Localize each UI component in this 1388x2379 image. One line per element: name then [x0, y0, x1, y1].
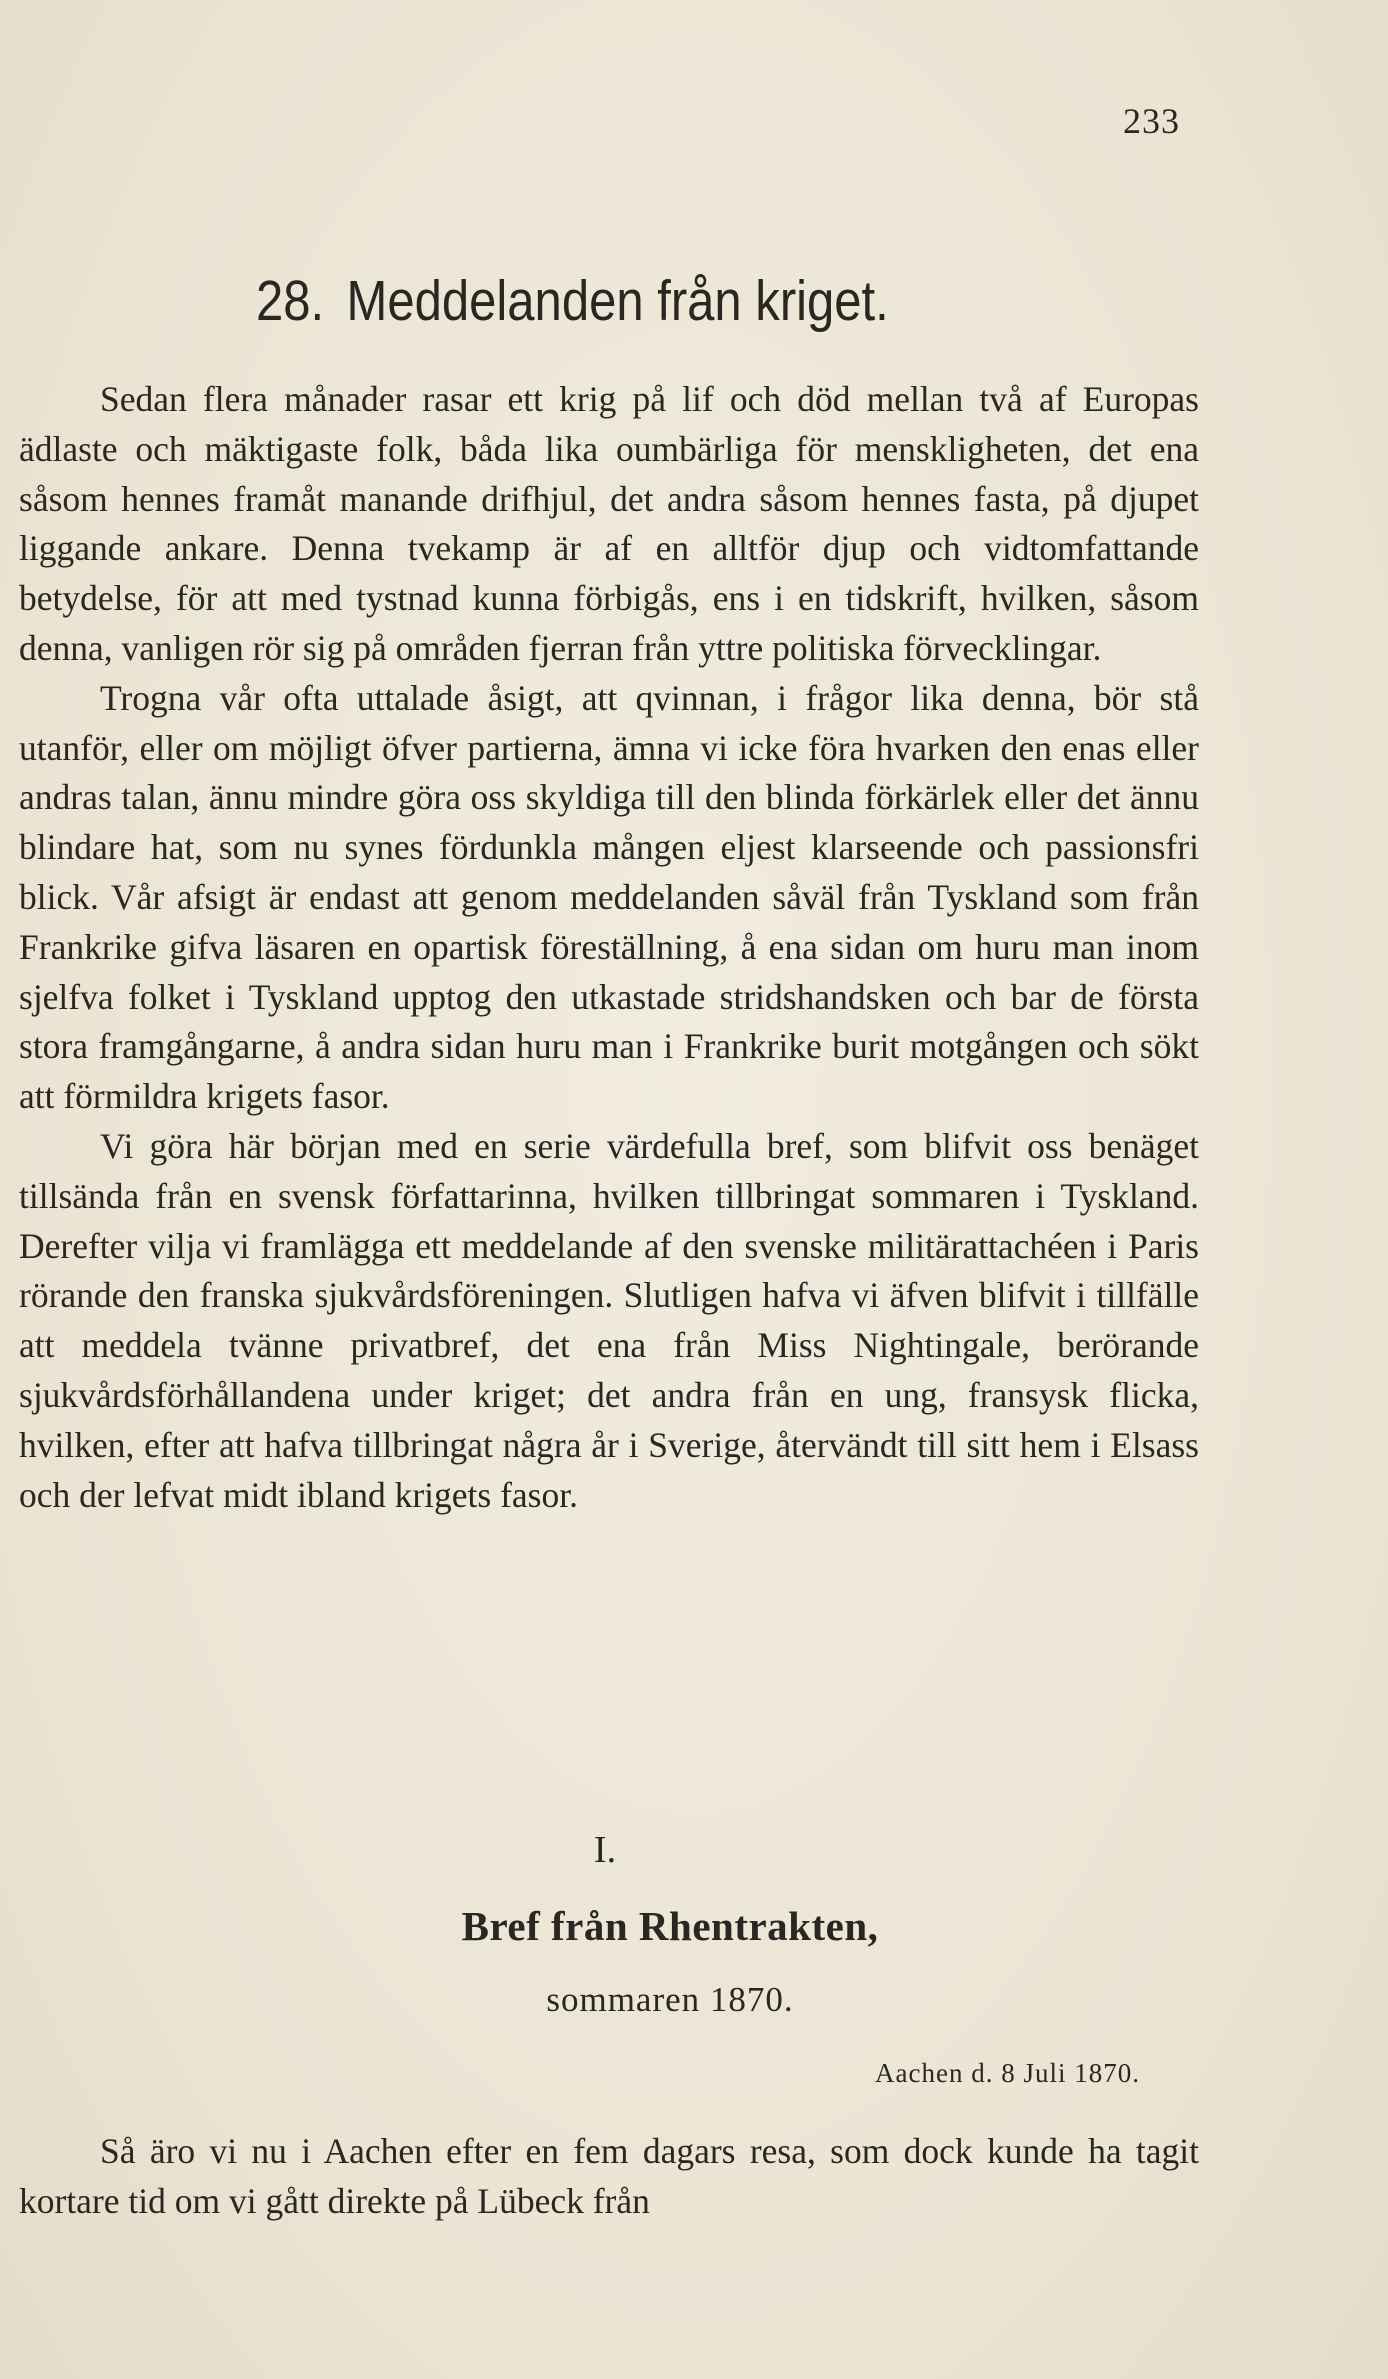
chapter-number: 28. [256, 269, 325, 333]
letter-text [19, 2127, 1199, 2227]
paragraph: Trogna vår ofta uttalade åsigt, att qvinnan, i frågor lika denna, bör stå utanför, eller om möjligt öfver partierna, ämna vi icke föra hvarken den enas eller andras talan, ännu mindre göra oss skyldiga till den blinda förkärlek eller det ännu blindare hat, som nu synes fördunkla mången eljest klarseende och passionsfri blick. Vår afsigt är endast att genom meddelanden såväl från Tyskland som från Frankrike gifva läsaren en opartisk föreställning, å ena sidan om huru man inom sjelfva folket i Tyskland upptog den utkastade stridshandsken och bar de första stora framgångarne, å andra sidan huru man i Frankrike burit motgången och sökt att förmildra krigets fasor. [19, 677, 1199, 1117]
chapter-title: Meddelanden från kriget. [346, 269, 889, 333]
section-numeral: I. [593, 1829, 617, 1871]
page-number: 233 [1123, 101, 1180, 141]
chapter-heading [256, 268, 944, 334]
letter-dateline: Aachen d. 8 Juli 1870. [875, 2058, 1140, 2088]
paragraph: Så äro vi nu i Aachen efter en fem dagars resa, som dock kunde ha tagit kortare tid om vi gått direkte på Lübeck från [19, 2131, 1199, 2221]
section-title: Bref från Rhentrakten, [461, 1903, 879, 1949]
paragraph: Vi göra här början med en serie värdefulla bref, som blifvit oss benäget tillsända från en svensk författarinna, hvilken tillbringat sommaren i Tyskland. Derefter vilja vi framlägga ett meddelande af den svenske militärattachéen i Paris rörande den franska sjukvårdsföreningen. Slutligen hafva vi äfven blifvit i tillfälle att meddela tvänne privatbref, det ena från Miss Nightingale, berörande sjukvårdsförhållandena under kriget; det andra från en ung, fransysk flicka, hvilken, efter att hafva tillbringat några år i Sverige, återvändt till sitt hem i Elsass och der lefvat midt ibland krigets fasor. [19, 1125, 1199, 1515]
section-subtitle: sommaren 1870. [546, 1980, 794, 2019]
intro-text [19, 375, 1199, 1520]
paragraph: Sedan flera månader rasar ett krig på lif och död mellan två af Europas ädlaste och mäktigaste folk, båda lika oumbärliga för menskligheten, det ena såsom hennes framåt manande drifhjul, det andra såsom hennes fasta, på djupet liggande ankare. Denna tvekamp är af en alltför djup och vidtomfattande betydelse, för att med tystnad kunna förbigås, ens i en tidskrift, hvilken, såsom denna, vanligen rör sig på områden fjerran från yttre politiska förvecklingar. [19, 379, 1199, 668]
